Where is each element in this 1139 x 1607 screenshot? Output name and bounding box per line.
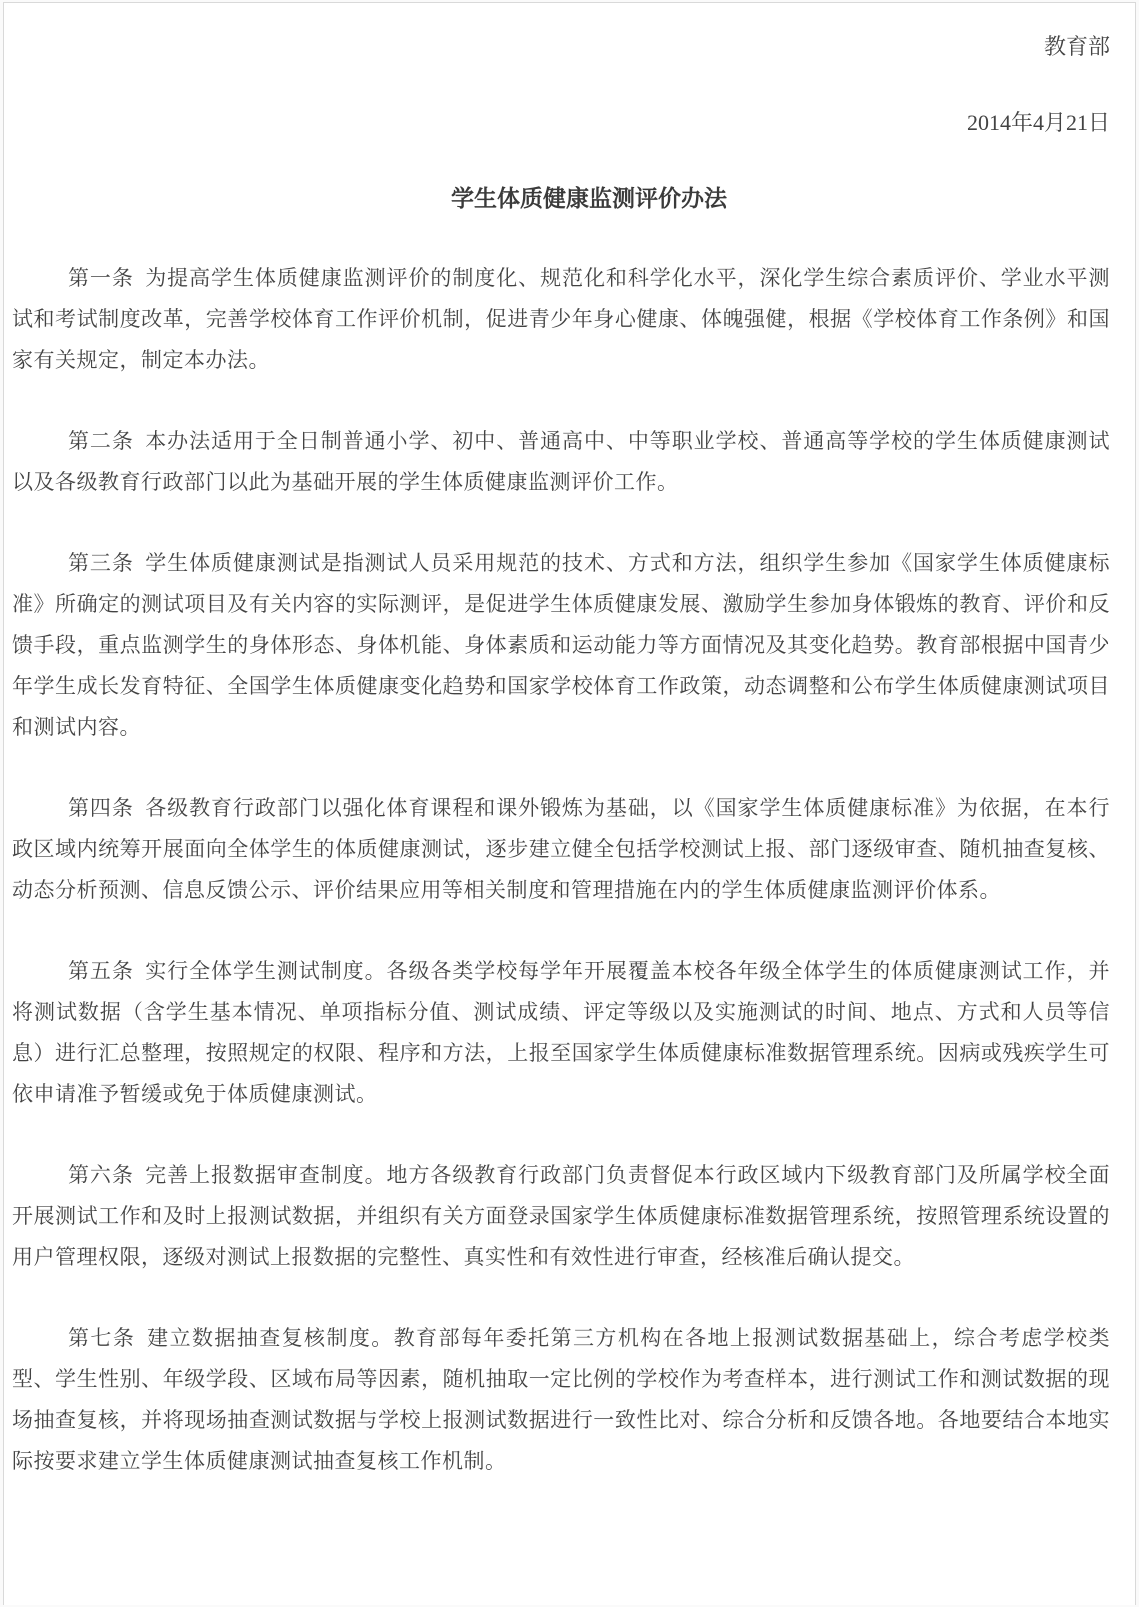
article-paragraph-6: 第六条 完善上报数据审查制度。地方各级教育行政部门负责督促本行政区域内下级教育部门及所属学校全面开展测试工作和及时上报测试数据，并组织有关方面登录国家学生体质健康标准数据管理系统，按照管理系统设置的用户管理权限，逐级对测试上报数据的完整性、真实性和有效性进行审查，经核准后确认提交。 (12, 1163, 1110, 1269)
issuer-line: 教育部 (1043, 34, 1110, 59)
document-page (3, 2, 1136, 1605)
article-paragraph-2: 第二条 本办法适用于全日制普通小学、初中、普通高中、中等职业学校、普通高等学校的学生体质健康测试以及各级教育行政部门以此为基础开展的学生体质健康监测评价工作。 (12, 429, 1110, 494)
publish-date: 2014年4月21日 (966, 110, 1110, 135)
document-title: 学生体质健康监测评价办法 (451, 186, 727, 211)
article-paragraph-7: 第七条 建立数据抽查复核制度。教育部每年委托第三方机构在各地上报测试数据基础上，综合考虑学校类型、学生性别、年级学段、区域布局等因素，随机抽取一定比例的学校作为考查样本，进行测试工作和测试数据的现场抽查复核，并将现场抽查测试数据与学校上报测试数据进行一致性比对、综合分析和反馈各地。各地要结合本地实际按要求建立学生体质健康测试抽查复核工作机制。 (12, 1326, 1110, 1473)
article-paragraph-5: 第五条 实行全体学生测试制度。各级各类学校每学年开展覆盖本校各年级全体学生的体质健康测试工作，并将测试数据（含学生基本情况、单项指标分值、测试成绩、评定等级以及实施测试的时间、地点、方式和人员等信息）进行汇总整理，按照规定的权限、程序和方法，上报至国家学生体质健康标准数据管理系统。因病或残疾学生可依申请准予暂缓或免于体质健康测试。 (12, 959, 1110, 1106)
article-paragraph-4: 第四条 各级教育行政部门以强化体育课程和课外锻炼为基础，以《国家学生体质健康标准》为依据，在本行政区域内统筹开展面向全体学生的体质健康测试，逐步建立健全包括学校测试上报、部门逐级审查、随机抽查复核、动态分析预测、信息反馈公示、评价结果应用等相关制度和管理措施在内的学生体质健康监测评价体系。 (12, 796, 1110, 902)
article-list (12, 258, 1110, 1482)
article-paragraph-3: 第三条 学生体质健康测试是指测试人员采用规范的技术、方式和方法，组织学生参加《国家学生体质健康标准》所确定的测试项目及有关内容的实际测评，是促进学生体质健康发展、激励学生参加身体锻炼的教育、评价和反馈手段，重点监测学生的身体形态、身体机能、身体素质和运动能力等方面情况及其变化趋势。教育部根据中国青少年学生成长发育特征、全国学生体质健康变化趋势和国家学校体育工作政策，动态调整和公布学生体质健康测试项目和测试内容。 (12, 551, 1110, 739)
article-paragraph-1: 第一条 为提高学生体质健康监测评价的制度化、规范化和科学化水平，深化学生综合素质评价、学业水平测试和考试制度改革，完善学校体育工作评价机制，促进青少年身心健康、体魄强健，根据《学校体育工作条例》和国家有关规定，制定本办法。 (12, 266, 1110, 372)
